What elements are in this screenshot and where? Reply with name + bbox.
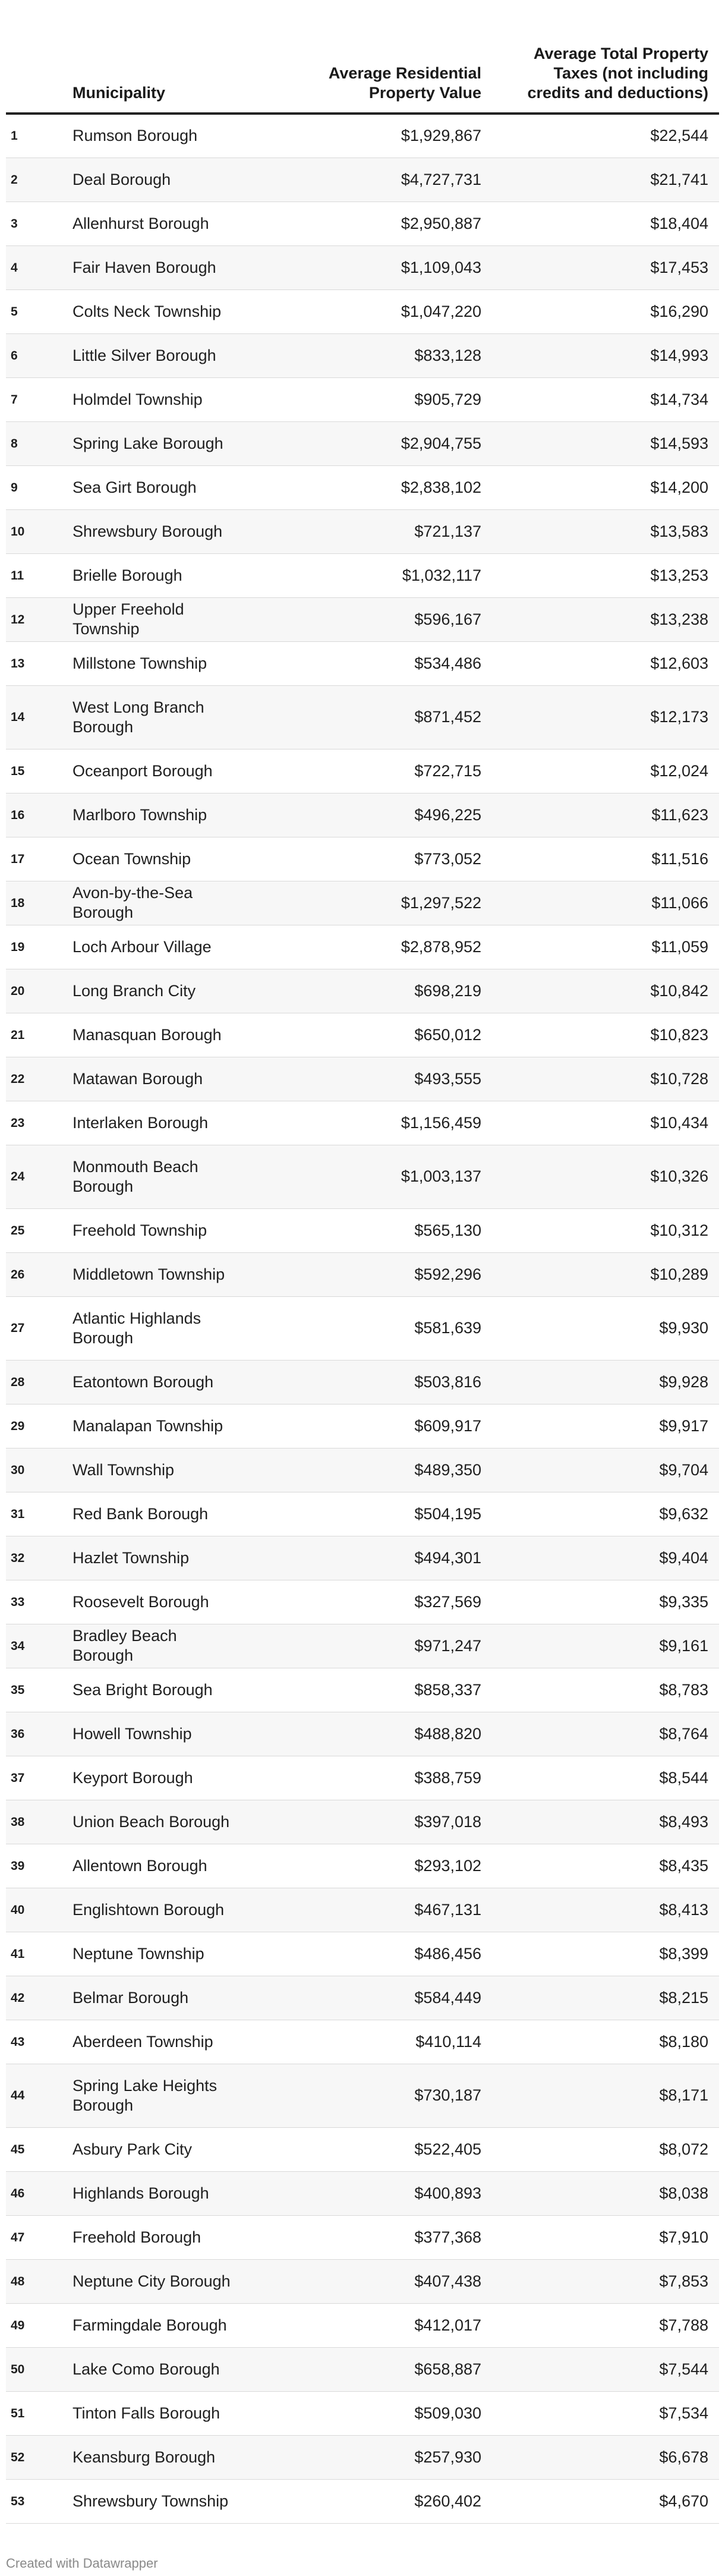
rank-cell: 38 [6, 1800, 62, 1844]
municipality-cell: Neptune Township [62, 1932, 252, 1976]
table-row [6, 1580, 719, 1624]
table-body [6, 114, 719, 2523]
municipality-cell: Atlantic Highlands Borough [62, 1296, 252, 1360]
property-taxes-cell: $7,853 [492, 2259, 719, 2303]
property-value-cell: $698,219 [252, 969, 492, 1013]
property-value-cell: $488,820 [252, 1712, 492, 1756]
property-tax-table [6, 0, 719, 2524]
property-value-cell: $327,569 [252, 1580, 492, 1624]
table-row [6, 2347, 719, 2391]
property-taxes-cell: $8,180 [492, 2020, 719, 2064]
municipality-cell: Monmouth Beach Borough [62, 1145, 252, 1208]
municipality-cell: Tinton Falls Borough [62, 2391, 252, 2435]
property-taxes-cell: $7,910 [492, 2215, 719, 2259]
property-value-cell: $534,486 [252, 641, 492, 685]
table-row [6, 2259, 719, 2303]
rank-cell: 53 [6, 2479, 62, 2523]
property-value-cell: $658,887 [252, 2347, 492, 2391]
table-row [6, 553, 719, 597]
table-row [6, 2020, 719, 2064]
rank-cell: 43 [6, 2020, 62, 2064]
property-taxes-cell: $10,326 [492, 1145, 719, 1208]
rank-cell: 14 [6, 685, 62, 749]
table-row [6, 465, 719, 509]
table-row [6, 641, 719, 685]
rank-cell: 46 [6, 2171, 62, 2215]
municipality-cell: Interlaken Borough [62, 1101, 252, 1145]
property-value-cell: $467,131 [252, 1888, 492, 1932]
municipality-cell: Matawan Borough [62, 1057, 252, 1101]
table-row [6, 969, 719, 1013]
table-row [6, 421, 719, 465]
rank-cell: 7 [6, 377, 62, 421]
property-taxes-cell: $10,823 [492, 1013, 719, 1057]
table-row [6, 1800, 719, 1844]
municipality-cell: Marlboro Township [62, 793, 252, 837]
municipality-cell: Brielle Borough [62, 553, 252, 597]
municipality-cell: Lake Como Borough [62, 2347, 252, 2391]
rank-cell: 26 [6, 1252, 62, 1296]
property-value-cell: $1,297,522 [252, 881, 492, 925]
rank-cell: 17 [6, 837, 62, 881]
property-value-cell: $1,156,459 [252, 1101, 492, 1145]
municipality-cell: Keansburg Borough [62, 2435, 252, 2479]
municipality-cell: Manalapan Township [62, 1404, 252, 1448]
property-taxes-cell: $8,215 [492, 1976, 719, 2020]
property-value-cell: $509,030 [252, 2391, 492, 2435]
rank-cell: 39 [6, 1844, 62, 1888]
property-taxes-cell: $18,404 [492, 201, 719, 245]
property-value-cell: $565,130 [252, 1208, 492, 1252]
rank-cell: 37 [6, 1756, 62, 1800]
rank-cell: 23 [6, 1101, 62, 1145]
municipality-cell: Long Branch City [62, 969, 252, 1013]
table-row [6, 201, 719, 245]
table-row [6, 2215, 719, 2259]
table-row [6, 2391, 719, 2435]
rank-cell: 21 [6, 1013, 62, 1057]
rank-cell: 9 [6, 465, 62, 509]
rank-cell: 48 [6, 2259, 62, 2303]
municipality-cell: Spring Lake Heights Borough [62, 2064, 252, 2127]
property-taxes-cell: $14,200 [492, 465, 719, 509]
property-value-cell: $397,018 [252, 1800, 492, 1844]
rank-cell: 18 [6, 881, 62, 925]
rank-cell: 22 [6, 1057, 62, 1101]
property-value-cell: $730,187 [252, 2064, 492, 2127]
table-row [6, 1492, 719, 1536]
municipality-cell: Sea Girt Borough [62, 465, 252, 509]
property-value-cell: $609,917 [252, 1404, 492, 1448]
municipality-cell: Hazlet Township [62, 1536, 252, 1580]
table-row [6, 1668, 719, 1712]
property-value-cell: $494,301 [252, 1536, 492, 1580]
table-row [6, 793, 719, 837]
property-taxes-cell: $9,928 [492, 1360, 719, 1404]
property-taxes-cell: $12,173 [492, 685, 719, 749]
property-value-cell: $410,114 [252, 2020, 492, 2064]
property-taxes-cell: $7,534 [492, 2391, 719, 2435]
municipality-cell: Eatontown Borough [62, 1360, 252, 1404]
property-tax-table-container [6, 0, 719, 2524]
table-row [6, 1101, 719, 1145]
table-row [6, 1296, 719, 1360]
municipality-cell: Freehold Township [62, 1208, 252, 1252]
property-value-cell: $412,017 [252, 2303, 492, 2347]
property-taxes-cell: $14,593 [492, 421, 719, 465]
property-value-cell: $1,929,867 [252, 114, 492, 158]
rank-cell: 13 [6, 641, 62, 685]
property-taxes-cell: $8,783 [492, 1668, 719, 1712]
property-taxes-cell: $17,453 [492, 245, 719, 289]
rank-cell: 4 [6, 245, 62, 289]
rank-cell: 5 [6, 289, 62, 333]
rank-cell: 47 [6, 2215, 62, 2259]
property-taxes-cell: $21,741 [492, 158, 719, 201]
rank-cell: 6 [6, 333, 62, 377]
property-taxes-cell: $8,544 [492, 1756, 719, 1800]
property-taxes-cell: $22,544 [492, 114, 719, 158]
property-taxes-cell: $9,335 [492, 1580, 719, 1624]
table-row [6, 1976, 719, 2020]
property-taxes-cell: $13,253 [492, 553, 719, 597]
rank-cell: 2 [6, 158, 62, 201]
municipality-cell: Farmingdale Borough [62, 2303, 252, 2347]
rank-cell: 15 [6, 749, 62, 793]
property-taxes-cell: $9,632 [492, 1492, 719, 1536]
property-value-cell: $1,047,220 [252, 289, 492, 333]
property-value-cell: $773,052 [252, 837, 492, 881]
municipality-cell: Highlands Borough [62, 2171, 252, 2215]
property-taxes-cell: $14,993 [492, 333, 719, 377]
property-taxes-cell: $8,038 [492, 2171, 719, 2215]
property-taxes-cell: $9,930 [492, 1296, 719, 1360]
rank-cell: 35 [6, 1668, 62, 1712]
property-taxes-cell: $8,764 [492, 1712, 719, 1756]
table-row [6, 333, 719, 377]
table-row [6, 1624, 719, 1668]
table-row [6, 2127, 719, 2171]
municipality-cell: Avon-by-the-Sea Borough [62, 881, 252, 925]
property-taxes-cell: $14,734 [492, 377, 719, 421]
table-row [6, 377, 719, 421]
rank-cell: 29 [6, 1404, 62, 1448]
municipality-cell: Freehold Borough [62, 2215, 252, 2259]
property-value-cell: $522,405 [252, 2127, 492, 2171]
table-row [6, 158, 719, 201]
property-value-cell: $722,715 [252, 749, 492, 793]
rank-cell: 51 [6, 2391, 62, 2435]
header-row [6, 0, 719, 114]
property-value-cell: $1,109,043 [252, 245, 492, 289]
property-taxes-cell: $13,238 [492, 597, 719, 641]
municipality-cell: Howell Township [62, 1712, 252, 1756]
table-row [6, 289, 719, 333]
property-value-cell: $489,350 [252, 1448, 492, 1492]
property-value-cell: $504,195 [252, 1492, 492, 1536]
table-row [6, 749, 719, 793]
rank-cell: 28 [6, 1360, 62, 1404]
municipality-cell: Roosevelt Borough [62, 1580, 252, 1624]
municipality-cell: Colts Neck Township [62, 289, 252, 333]
municipality-cell: Middletown Township [62, 1252, 252, 1296]
property-value-cell: $1,003,137 [252, 1145, 492, 1208]
table-row [6, 1844, 719, 1888]
table-row [6, 1252, 719, 1296]
table-header [6, 0, 719, 114]
property-taxes-cell: $10,842 [492, 969, 719, 1013]
property-taxes-cell: $9,917 [492, 1404, 719, 1448]
property-taxes-cell: $4,670 [492, 2479, 719, 2523]
property-value-cell: $388,759 [252, 1756, 492, 1800]
municipality-cell: Union Beach Borough [62, 1800, 252, 1844]
header-municipality[interactable]: Municipality [62, 0, 252, 114]
property-value-cell: $971,247 [252, 1624, 492, 1668]
property-value-cell: $503,816 [252, 1360, 492, 1404]
rank-cell: 40 [6, 1888, 62, 1932]
municipality-cell: Oceanport Borough [62, 749, 252, 793]
municipality-cell: Allenhurst Borough [62, 201, 252, 245]
table-row [6, 1448, 719, 1492]
rank-cell: 41 [6, 1932, 62, 1976]
property-value-cell: $596,167 [252, 597, 492, 641]
municipality-cell: Red Bank Borough [62, 1492, 252, 1536]
rank-cell: 25 [6, 1208, 62, 1252]
rank-cell: 30 [6, 1448, 62, 1492]
property-taxes-cell: $13,583 [492, 509, 719, 553]
municipality-cell: Keyport Borough [62, 1756, 252, 1800]
rank-cell: 49 [6, 2303, 62, 2347]
municipality-cell: Fair Haven Borough [62, 245, 252, 289]
table-row [6, 509, 719, 553]
table-row [6, 1888, 719, 1932]
table-row [6, 925, 719, 969]
property-taxes-cell: $16,290 [492, 289, 719, 333]
property-value-cell: $2,950,887 [252, 201, 492, 245]
rank-cell: 42 [6, 1976, 62, 2020]
property-value-cell: $650,012 [252, 1013, 492, 1057]
rank-cell: 45 [6, 2127, 62, 2171]
property-taxes-cell: $12,603 [492, 641, 719, 685]
property-value-cell: $4,727,731 [252, 158, 492, 201]
property-taxes-cell: $6,678 [492, 2435, 719, 2479]
property-taxes-cell: $9,704 [492, 1448, 719, 1492]
table-row [6, 1536, 719, 1580]
property-value-cell: $377,368 [252, 2215, 492, 2259]
table-row [6, 2435, 719, 2479]
property-value-cell: $486,456 [252, 1932, 492, 1976]
municipality-cell: Shrewsbury Borough [62, 509, 252, 553]
rank-cell: 50 [6, 2347, 62, 2391]
property-taxes-cell: $8,072 [492, 2127, 719, 2171]
property-value-cell: $858,337 [252, 1668, 492, 1712]
rank-cell: 27 [6, 1296, 62, 1360]
property-value-cell: $871,452 [252, 685, 492, 749]
property-taxes-cell: $7,788 [492, 2303, 719, 2347]
property-value-cell: $833,128 [252, 333, 492, 377]
municipality-cell: Sea Bright Borough [62, 1668, 252, 1712]
rank-cell: 3 [6, 201, 62, 245]
table-row [6, 1932, 719, 1976]
property-value-cell: $905,729 [252, 377, 492, 421]
property-taxes-cell: $8,413 [492, 1888, 719, 1932]
header-property-taxes[interactable]: Average Total Property Taxes (not including credits and deductions) [492, 0, 719, 114]
table-row [6, 1057, 719, 1101]
property-value-cell: $721,137 [252, 509, 492, 553]
property-taxes-cell: $11,059 [492, 925, 719, 969]
property-value-cell: $2,878,952 [252, 925, 492, 969]
rank-cell: 8 [6, 421, 62, 465]
property-taxes-cell: $7,544 [492, 2347, 719, 2391]
rank-cell: 24 [6, 1145, 62, 1208]
property-value-cell: $584,449 [252, 1976, 492, 2020]
rank-cell: 31 [6, 1492, 62, 1536]
property-taxes-cell: $10,728 [492, 1057, 719, 1101]
property-taxes-cell: $8,399 [492, 1932, 719, 1976]
rank-cell: 33 [6, 1580, 62, 1624]
municipality-cell: Rumson Borough [62, 114, 252, 158]
property-taxes-cell: $11,066 [492, 881, 719, 925]
datawrapper-credit: Created with Datawrapper [6, 2556, 158, 2571]
property-value-cell: $1,032,117 [252, 553, 492, 597]
table-row [6, 2064, 719, 2127]
rank-cell: 10 [6, 509, 62, 553]
municipality-cell: Millstone Township [62, 641, 252, 685]
property-value-cell: $293,102 [252, 1844, 492, 1888]
property-value-cell: $581,639 [252, 1296, 492, 1360]
property-taxes-cell: $9,161 [492, 1624, 719, 1668]
municipality-cell: Englishtown Borough [62, 1888, 252, 1932]
rank-cell: 32 [6, 1536, 62, 1580]
property-value-cell: $407,438 [252, 2259, 492, 2303]
municipality-cell: Asbury Park City [62, 2127, 252, 2171]
rank-cell: 11 [6, 553, 62, 597]
table-row [6, 2171, 719, 2215]
property-value-cell: $2,904,755 [252, 421, 492, 465]
table-row [6, 837, 719, 881]
rank-cell: 52 [6, 2435, 62, 2479]
table-row [6, 1360, 719, 1404]
property-value-cell: $2,838,102 [252, 465, 492, 509]
table-row [6, 1013, 719, 1057]
municipality-cell: Upper Freehold Township [62, 597, 252, 641]
municipality-cell: Wall Township [62, 1448, 252, 1492]
property-taxes-cell: $10,312 [492, 1208, 719, 1252]
property-value-cell: $400,893 [252, 2171, 492, 2215]
property-taxes-cell: $12,024 [492, 749, 719, 793]
property-taxes-cell: $11,623 [492, 793, 719, 837]
rank-cell: 1 [6, 114, 62, 158]
rank-cell: 20 [6, 969, 62, 1013]
table-row [6, 881, 719, 925]
table-row [6, 1712, 719, 1756]
property-taxes-cell: $10,434 [492, 1101, 719, 1145]
municipality-cell: Spring Lake Borough [62, 421, 252, 465]
header-property-value[interactable]: Average Residential Property Value [252, 0, 492, 114]
property-value-cell: $496,225 [252, 793, 492, 837]
property-taxes-cell: $8,171 [492, 2064, 719, 2127]
table-row [6, 2479, 719, 2523]
municipality-cell: Ocean Township [62, 837, 252, 881]
municipality-cell: Deal Borough [62, 158, 252, 201]
rank-cell: 16 [6, 793, 62, 837]
municipality-cell: Aberdeen Township [62, 2020, 252, 2064]
municipality-cell: Neptune City Borough [62, 2259, 252, 2303]
municipality-cell: Shrewsbury Township [62, 2479, 252, 2523]
rank-cell: 12 [6, 597, 62, 641]
table-row [6, 685, 719, 749]
table-row [6, 597, 719, 641]
rank-cell: 34 [6, 1624, 62, 1668]
municipality-cell: Allentown Borough [62, 1844, 252, 1888]
rank-cell: 44 [6, 2064, 62, 2127]
municipality-cell: Loch Arbour Village [62, 925, 252, 969]
municipality-cell: Little Silver Borough [62, 333, 252, 377]
property-value-cell: $493,555 [252, 1057, 492, 1101]
municipality-cell: Belmar Borough [62, 1976, 252, 2020]
rank-cell: 36 [6, 1712, 62, 1756]
table-row [6, 1145, 719, 1208]
property-value-cell: $592,296 [252, 1252, 492, 1296]
header-rank[interactable] [6, 0, 62, 114]
property-taxes-cell: $9,404 [492, 1536, 719, 1580]
municipality-cell: Bradley Beach Borough [62, 1624, 252, 1668]
property-taxes-cell: $8,435 [492, 1844, 719, 1888]
municipality-cell: Manasquan Borough [62, 1013, 252, 1057]
property-taxes-cell: $10,289 [492, 1252, 719, 1296]
table-row [6, 2303, 719, 2347]
municipality-cell: Holmdel Township [62, 377, 252, 421]
property-value-cell: $260,402 [252, 2479, 492, 2523]
municipality-cell: West Long Branch Borough [62, 685, 252, 749]
property-taxes-cell: $8,493 [492, 1800, 719, 1844]
table-row [6, 114, 719, 158]
table-row [6, 1756, 719, 1800]
rank-cell: 19 [6, 925, 62, 969]
table-row [6, 1208, 719, 1252]
property-taxes-cell: $11,516 [492, 837, 719, 881]
property-value-cell: $257,930 [252, 2435, 492, 2479]
table-row [6, 245, 719, 289]
table-row [6, 1404, 719, 1448]
